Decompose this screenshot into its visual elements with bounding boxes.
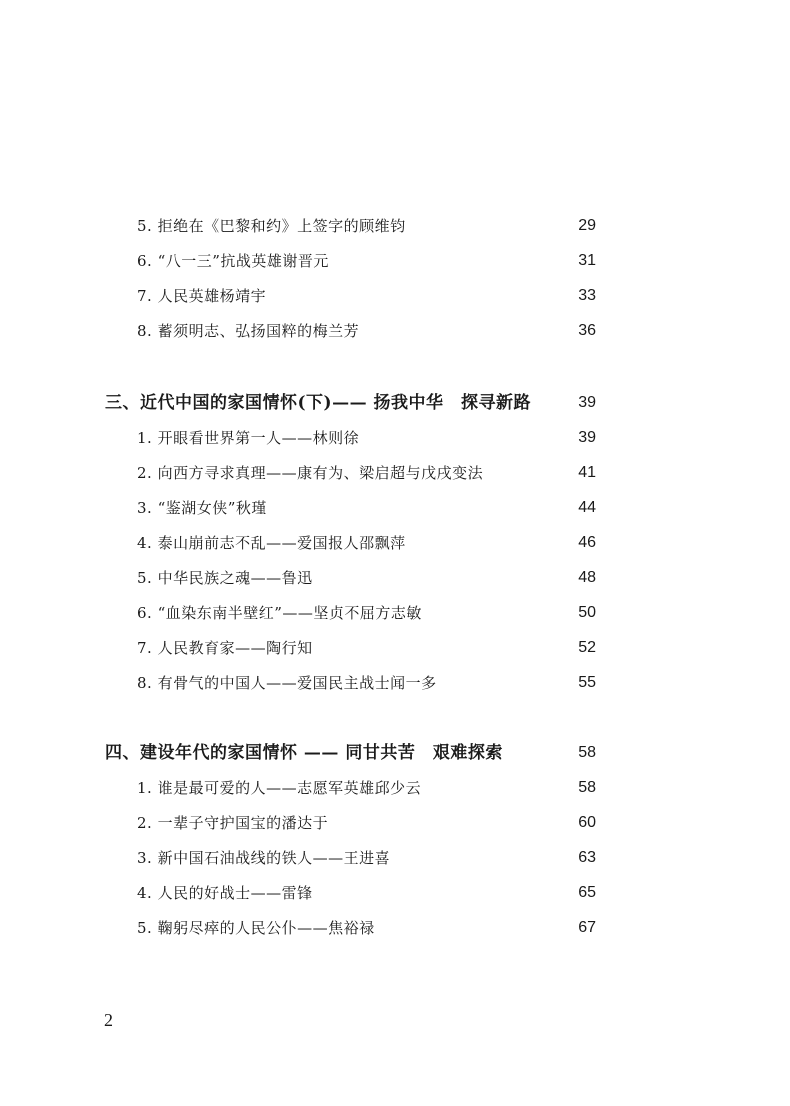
toc-entry[interactable] xyxy=(0,601,790,625)
toc-entry-title: 5. 鞠躬尽瘁的人民公仆——焦裕禄 xyxy=(137,919,375,937)
toc-entry-title: 7. 人民教育家——陶行知 xyxy=(137,639,313,657)
toc-entry-page: 31 xyxy=(578,252,596,269)
toc-entry-title: 3. 新中国石油战线的铁人——王进喜 xyxy=(137,849,391,867)
toc-entry-page: 29 xyxy=(578,217,596,234)
toc-entry[interactable] xyxy=(0,916,790,940)
toc-entry-page: 58 xyxy=(578,779,596,796)
toc-entry-title: 7. 人民英雄杨靖宇 xyxy=(137,287,267,305)
toc-entry-page: 55 xyxy=(578,674,596,691)
page-number: 2 xyxy=(104,1010,113,1030)
toc-entry-page: 48 xyxy=(578,569,596,586)
toc-entry-page: 46 xyxy=(578,534,596,551)
toc-entry[interactable] xyxy=(0,531,790,555)
toc-entry[interactable] xyxy=(0,214,790,238)
toc-entry-page: 44 xyxy=(578,499,596,516)
toc-section-title: 四、建设年代的家国情怀 —— 同甘共苦 艰难探索 xyxy=(105,743,503,763)
toc-entry-title: 5. 中华民族之魂——鲁迅 xyxy=(137,569,313,587)
toc-entry-title: 2. 一辈子守护国宝的潘达于 xyxy=(137,814,329,832)
toc-entry[interactable] xyxy=(0,776,790,800)
toc-section-page: 58 xyxy=(578,744,596,761)
toc-entry-page: 41 xyxy=(578,464,596,481)
toc-entry[interactable] xyxy=(0,566,790,590)
toc-entry[interactable] xyxy=(0,461,790,485)
toc-entry-page: 50 xyxy=(578,604,596,621)
toc-entry-title: 4. 人民的好战士——雷锋 xyxy=(137,884,313,902)
toc-entry[interactable] xyxy=(0,249,790,273)
toc-entry-page: 60 xyxy=(578,814,596,831)
toc-section-heading[interactable] xyxy=(0,391,790,415)
toc-entry-page: 39 xyxy=(578,429,596,446)
toc-section-heading[interactable] xyxy=(0,741,790,765)
toc-section-title: 三、近代中国的家国情怀(下)—— 扬我中华 探寻新路 xyxy=(105,393,532,413)
toc-entry-title: 2. 向西方寻求真理——康有为、梁启超与戊戌变法 xyxy=(137,464,484,482)
toc-section-page: 39 xyxy=(578,394,596,411)
toc-entry-title: 6. “血染东南半壁红”——坚贞不屈方志敏 xyxy=(137,604,422,622)
toc-entry-title: 6. “八一三”抗战英雄谢晋元 xyxy=(137,252,329,270)
toc-entry-title: 5. 拒绝在《巴黎和约》上签字的顾维钧 xyxy=(137,217,406,235)
toc-entry-page: 52 xyxy=(578,639,596,656)
toc-entry-title: 8. 蓄须明志、弘扬国粹的梅兰芳 xyxy=(137,322,360,340)
toc-entry-title: 3. “鉴湖女侠”秋瑾 xyxy=(137,499,267,517)
toc-entry-title: 8. 有骨气的中国人——爱国民主战士闻一多 xyxy=(137,674,437,692)
toc-entry[interactable] xyxy=(0,846,790,870)
toc-entry[interactable] xyxy=(0,811,790,835)
toc-entry-page: 67 xyxy=(578,919,596,936)
toc-entry[interactable] xyxy=(0,881,790,905)
toc-entry[interactable] xyxy=(0,671,790,695)
toc-entry-title: 1. 谁是最可爱的人——志愿军英雄邱少云 xyxy=(137,779,422,797)
toc-entry[interactable] xyxy=(0,426,790,450)
toc-entry-page: 63 xyxy=(578,849,596,866)
toc-entry-page: 65 xyxy=(578,884,596,901)
toc-entry[interactable] xyxy=(0,319,790,343)
toc-entry-page: 33 xyxy=(578,287,596,304)
toc-entry[interactable] xyxy=(0,496,790,520)
toc-entry[interactable] xyxy=(0,636,790,660)
toc-entry-title: 1. 开眼看世界第一人——林则徐 xyxy=(137,429,360,447)
toc-entry-title: 4. 泰山崩前志不乱——爱国报人邵飘萍 xyxy=(137,534,406,552)
toc-entry-page: 36 xyxy=(578,322,596,339)
toc-entry[interactable] xyxy=(0,284,790,308)
